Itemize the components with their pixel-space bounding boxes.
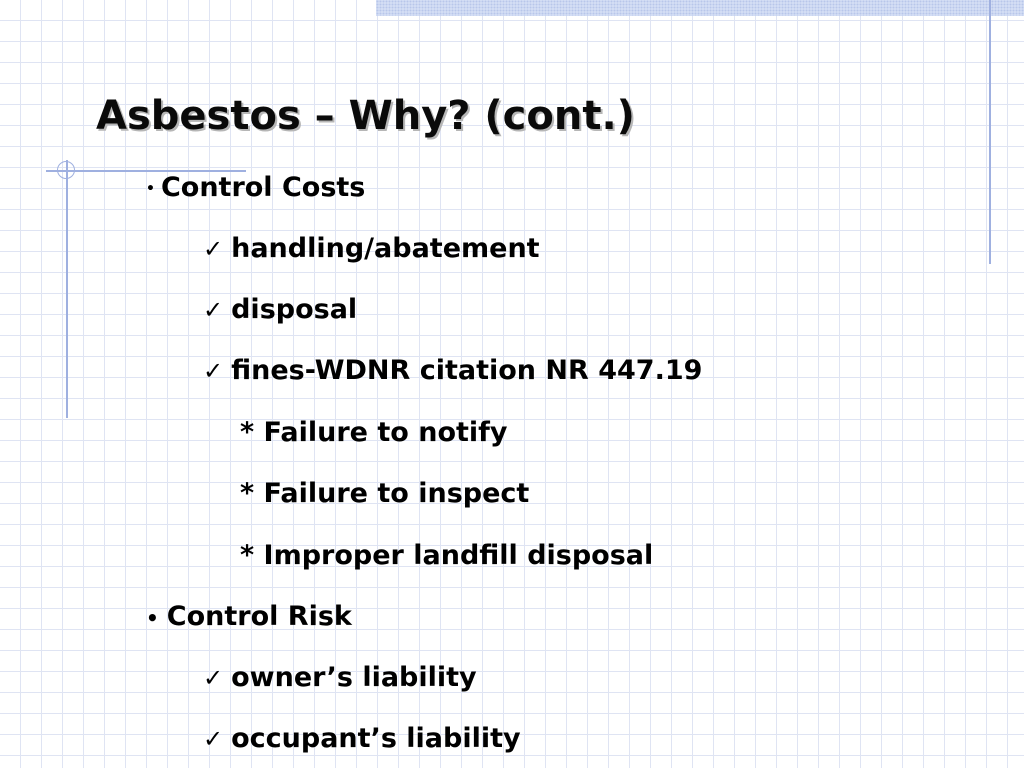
slide-title: Asbestos – Why? (cont.) <box>96 93 635 139</box>
bullet-icon: • <box>146 606 159 630</box>
decorative-top-band <box>376 0 1024 16</box>
checkmark-icon: ✓ <box>203 725 224 753</box>
decorative-circle <box>57 161 75 179</box>
checkmark-icon: ✓ <box>203 235 224 263</box>
bullet-heading: Control Costs <box>160 172 366 203</box>
sub-item-failure-notify: * Failure to notify <box>240 417 508 448</box>
check-item-occupant-liability <box>203 723 521 755</box>
check-item-owner-liability <box>203 662 477 694</box>
bullet-icon: • <box>146 180 155 197</box>
checkmark-icon: ✓ <box>203 357 224 385</box>
check-item-handling <box>203 233 540 265</box>
bullet-control-risk <box>146 601 352 634</box>
check-item-fines <box>203 355 702 387</box>
bullet-control-costs <box>146 172 365 205</box>
bullet-heading: Control Risk <box>166 601 352 632</box>
sub-item-improper-disposal: * Improper landfill disposal <box>240 540 654 571</box>
checkmark-icon: ✓ <box>203 664 224 692</box>
check-item-text: handling/abatement <box>231 233 540 264</box>
decorative-right-line <box>989 0 991 264</box>
check-item-text: owner’s liability <box>231 662 477 693</box>
check-item-text: disposal <box>231 294 358 325</box>
sub-item-failure-inspect: * Failure to inspect <box>240 478 530 509</box>
check-item-text: occupant’s liability <box>231 723 521 754</box>
check-item-disposal <box>203 294 357 326</box>
decorative-left-vertical-line <box>66 160 68 418</box>
check-item-text: fines-WDNR citation NR 447.19 <box>231 355 703 386</box>
checkmark-icon: ✓ <box>203 296 224 324</box>
